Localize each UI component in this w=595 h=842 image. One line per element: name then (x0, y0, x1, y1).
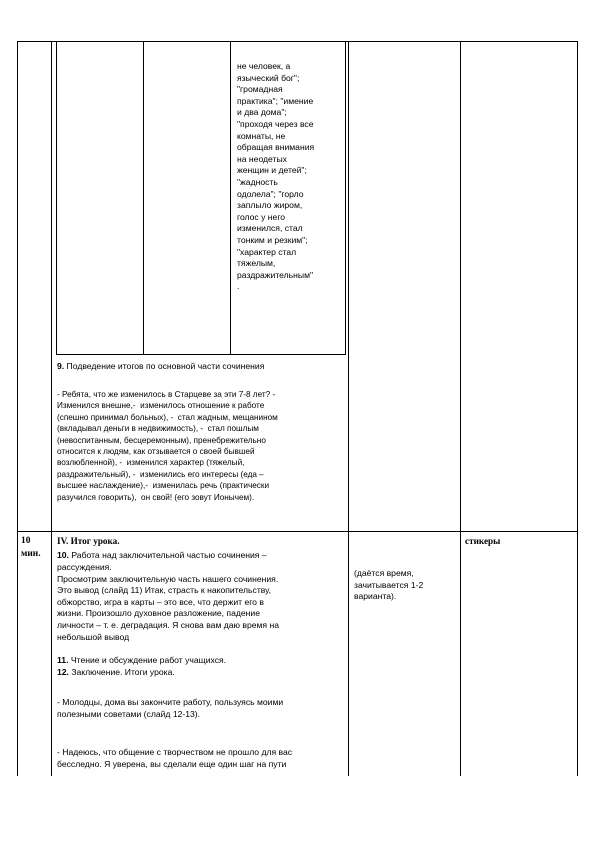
section-9-line: (вкладывал деньги в недвижимость), - стал пошлым (57, 424, 259, 434)
quote-line: "проходя через все (237, 118, 314, 129)
quote-line: раздражительным" (237, 269, 314, 280)
quote-line: комнаты, не (237, 130, 286, 141)
paragraph-10-first-line (57, 550, 267, 562)
resources-cell: стикеры (465, 536, 501, 546)
inner-table-divider-1 (143, 41, 144, 354)
quote-line: одолела"; "горло (237, 188, 304, 199)
quote-line: голос у него (237, 211, 286, 222)
inner-table-left (56, 41, 57, 354)
paragraph-10-line-0: Работа над заключительной частью сочинения – (68, 550, 267, 560)
table-col-divider-3 (460, 41, 461, 776)
quote-line: обращая внимания (237, 142, 315, 153)
inner-table-divider-2 (230, 41, 231, 354)
quote-line: изменился, стал (237, 223, 303, 234)
paragraph-13-line: - Молодцы, дома вы закончите работу, пользуясь моими (57, 697, 284, 707)
paragraph-14-line: - Надеюсь, что общение с творчеством не прошло для вас (57, 747, 293, 757)
quote-line: "характер стал (237, 246, 297, 257)
inner-table-bottom (56, 354, 346, 355)
quote-line: заплыло жиром, (237, 200, 303, 211)
paragraph-10-line: небольшой вывод (57, 631, 130, 642)
quote-line: практика"; "имение (237, 95, 314, 106)
paragraph-12 (57, 667, 175, 679)
paragraph-10-line: рассуждения. (57, 562, 112, 572)
paragraph-12-text: Заключение. Итоги урока. (68, 667, 175, 677)
paragraph-10-line: Это вывод (слайд 11) Итак, страсть к накопительству, (57, 585, 271, 596)
paragraph-10-line: Просмотрим заключительную часть нашего сочинения. (57, 573, 279, 584)
paragraph-11-number: 11. (57, 655, 69, 665)
table-col-divider-1 (51, 41, 52, 776)
row-divider (17, 531, 578, 532)
table-border-right (577, 41, 578, 776)
paragraph-12-number: 12. (57, 667, 69, 677)
paragraph-11 (57, 655, 226, 667)
quote-line: не человек, а (237, 61, 291, 71)
section-9-body (57, 389, 347, 503)
time-value: 10 (21, 536, 31, 546)
quote-line: . (237, 281, 240, 292)
section-9-line: относится к людям, как отзывается о своей бывшей (57, 447, 255, 457)
inner-table-cell-quotes (237, 61, 345, 293)
section-9-heading (57, 361, 264, 373)
table-border-left (17, 41, 18, 776)
section-9-line: раздражительный), - изменились его интересы (еда – (57, 469, 264, 479)
quote-line: "жадность (237, 176, 278, 187)
time-unit: мин. (21, 549, 41, 559)
paragraph-10-number: 10. (57, 550, 69, 560)
quote-line: на неодетых (237, 153, 287, 164)
section-9-number: 9. (57, 361, 65, 371)
quote-line: и два дома"; (237, 107, 287, 118)
paragraph-10-line: жизни. Произошло духовное разложение, падение (57, 608, 260, 619)
quote-line: тонким и резким"; (237, 234, 308, 245)
quote-line: "громадная (237, 84, 283, 95)
students-activity-cell (354, 568, 458, 603)
paragraph-10-body (57, 562, 347, 643)
paragraph-10-line: обжорство, игра в карты – это все, что держит его в (57, 596, 264, 607)
section-9-line: разучился говорить), он свой! (его зовут Ионычем). (57, 492, 255, 502)
paragraph-14-line: бесследно. Я уверена, вы сделали еще один шаг на пути (57, 758, 287, 769)
section-9-line: возлюбленной), - изменился характер (тяжелый, (57, 458, 245, 468)
section-9-line: высшее наслаждение),- изменилась речь (практически (57, 481, 270, 491)
students-activity-line: (даётся время, (354, 568, 414, 578)
paragraph-11-text: Чтение и обсуждение работ учащихся. (68, 655, 227, 665)
quote-line: языческий бог"; (237, 72, 300, 83)
paragraph-13-body (57, 697, 347, 720)
quote-line: женщин и детей"; (237, 165, 307, 176)
quote-line: тяжелым, (237, 258, 276, 269)
paragraph-13-line: полезными советами (слайд 12-13). (57, 708, 201, 719)
inner-table-right (345, 41, 346, 354)
table-border-top (17, 41, 578, 42)
stage-heading: IV. Итог урока. (57, 536, 120, 546)
section-9-title: Подведение итогов по основной части сочинения (64, 361, 265, 371)
section-9-line: Изменился внешне,- изменилось отношение к работе (57, 401, 265, 411)
section-9-line: (невоспитанным, бесцеремонным), пренебрежительно (57, 435, 266, 445)
students-activity-line: варианта). (354, 591, 397, 602)
paragraph-10-line: личности – т. е. деградация. Я снова вам даю время на (57, 619, 279, 630)
table-col-divider-2 (348, 41, 349, 776)
section-9-line: (спешно принимал больных), - стал жадным, мещанином (57, 412, 278, 422)
students-activity-line: зачитывается 1-2 (354, 579, 424, 590)
paragraph-14-body (57, 747, 347, 770)
section-9-line: - Ребята, что же изменилось в Старцеве за эти 7-8 лет? - (57, 390, 276, 399)
